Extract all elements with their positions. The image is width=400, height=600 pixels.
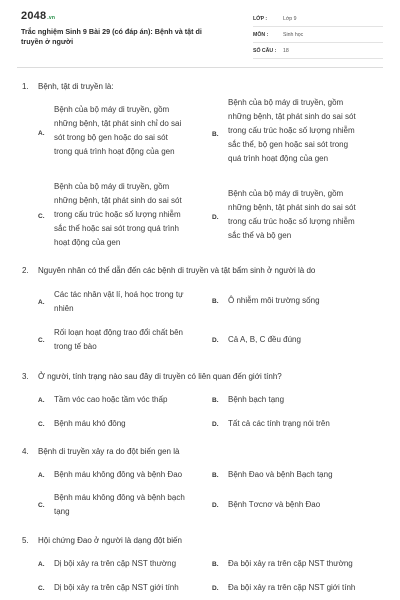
option-C[interactable] [38,326,213,354]
option-B[interactable] [212,294,392,308]
logo-suffix: .vn [47,15,56,21]
option-line: Ô nhiễm môi trường sống [228,296,320,305]
option-letter: D. [212,214,219,221]
header-divider [17,67,383,68]
option-line: Bệnh máu không đông và bệnh bạch [54,493,185,502]
option-D[interactable] [212,333,392,347]
option-line: những bệnh, tật phát sinh chỉ do sai [54,119,182,128]
option-text [54,103,181,159]
option-text [228,187,356,243]
option-text [54,180,182,250]
meta-value: Sinh học [283,32,304,38]
option-line: Rối loạn hoạt động trao đổi chất bên [54,328,183,337]
option-line: Cả A, B, C đều đúng [228,335,301,344]
option-A[interactable] [38,393,213,407]
option-A[interactable] [38,557,213,571]
option-letter: D. [212,585,219,592]
meta-key: SỐ CÂU : [253,48,277,54]
option-letter: A. [38,397,45,404]
question-title [22,266,315,275]
option-text: Bệnh Tơcnơ và bệnh Đao [228,500,321,509]
option-line: sắc thể và bộ gen [228,231,292,240]
option-letter: A. [38,130,45,137]
question-number: 4. [22,447,29,456]
question-title [22,536,182,545]
option-line: những bệnh, tật phát sinh do sai sót [228,203,356,212]
option-text [228,294,320,308]
meta-key: MÔN : [253,32,269,38]
meta-row-class [253,14,383,27]
option-text: Đa bội xảy ra trên cặp NST thường [228,559,353,568]
option-letter: B. [212,397,219,404]
option-line: tạng [54,507,70,516]
meta-info [253,14,383,62]
option-letter: B. [212,298,219,305]
option-A[interactable] [38,103,213,161]
meta-value: Lớp 9 [283,16,297,22]
option-text: Bệnh máu khó đông [54,419,126,428]
option-text: Tầm vóc cao hoặc tầm vóc thấp [54,395,168,404]
document-title [21,27,226,47]
question-title [22,82,114,91]
option-letter: C. [38,585,45,592]
meta-key: LỚP : [253,16,268,22]
option-line: trong quá trình hoạt động của gen [54,147,175,156]
option-text: Dị bội xảy ra trên cặp NST thường [54,559,177,568]
option-text [54,491,185,519]
option-line: những bệnh, tật phát sinh do sai sót [228,112,356,121]
option-D[interactable] [212,581,392,595]
document-title-line-2: truyền ở người [21,37,74,46]
meta-row-count [253,46,383,59]
option-line: hoạt động của gen [54,238,121,247]
option-B[interactable] [212,393,392,407]
option-letter: C. [38,337,45,344]
page-header [0,0,400,64]
option-line: trong cấu trúc hoặc số lượng nhiễm [228,217,355,226]
option-D[interactable] [212,498,392,512]
option-B[interactable] [212,468,392,482]
option-line: trong tế bào [54,342,97,351]
question-text: Bệnh di truyền xảy ra do đột biến gen là [38,447,180,456]
option-letter: B. [212,131,219,138]
option-letter: A. [38,472,45,479]
question-number: 5. [22,536,29,545]
option-text: Đa bội xảy ra trên cặp NST giới tính [228,583,356,592]
option-line: sót trong bộ gen hoặc do sai sót [54,133,168,142]
option-letter: A. [38,299,45,306]
option-C[interactable] [38,180,213,252]
option-letter: A. [38,561,45,568]
meta-value: 18 [283,48,289,54]
option-letter: D. [212,337,219,344]
option-line: Các tác nhân vật lí, hoá học trong tự [54,290,184,299]
option-A[interactable] [38,288,213,316]
option-line: quá trình hoạt động của gen [228,154,329,163]
option-text: Bệnh Đao và bệnh Bạch tạng [228,470,333,479]
option-text [228,96,356,166]
option-B[interactable] [212,96,392,168]
option-C[interactable] [38,417,213,431]
question-number: 2. [22,266,29,275]
question-text: Nguyên nhân có thể dẫn đến các bệnh di truyền và tật bẩm sinh ở người là do [38,266,316,275]
question-text: Hội chứng Đao ở người là dạng đột biến [38,536,182,545]
question-text: Ở người, tính trạng nào sau đây di truyền có liên quan đến giới tính? [38,372,282,381]
option-text: Dị bội xảy ra trên cặp NST giới tính [54,583,179,592]
option-line: sắc thể, bộ gen hoặc sai sót trong [228,140,349,149]
site-logo[interactable] [21,10,55,22]
option-line: Bệnh của bộ máy di truyền, gồm [54,182,170,191]
question-number: 1. [22,82,29,91]
option-C[interactable] [38,581,213,595]
option-A[interactable] [38,468,213,482]
option-line: những bệnh, tật phát sinh do sai sót [54,196,182,205]
option-B[interactable] [212,557,392,571]
option-text [54,326,183,354]
option-D[interactable] [212,417,392,431]
question-number: 3. [22,372,29,381]
option-D[interactable] [212,187,392,245]
option-letter: D. [212,421,219,428]
option-letter: C. [38,502,45,509]
question-title [22,447,179,456]
option-line: Bệnh của bộ máy di truyền, gồm [228,98,344,107]
option-text: Bệnh bạch tạng [228,395,285,404]
option-line: trong cấu trúc hoặc số lượng nhiễm [54,210,181,219]
logo-main: 2048 [21,10,47,22]
option-letter: D. [212,502,219,509]
option-line: trong cấu trúc hoặc số lượng nhiễm [228,126,355,135]
option-letter: B. [212,472,219,479]
document-title-line-1: Trắc nghiệm Sinh 9 Bài 29 (có đáp án): Bệnh và tật di [21,27,202,36]
option-letter: B. [212,561,219,568]
question-title [22,372,282,381]
option-line: nhiên [54,304,74,313]
option-text [54,288,183,316]
option-letter: C. [38,213,45,220]
option-letter: C. [38,421,45,428]
question-text: Bệnh, tật di truyền là: [38,82,114,91]
option-C[interactable] [38,491,213,519]
option-line: sắc thể hoặc sai sót trong quá trình [54,224,179,233]
option-text: Tất cả các tính trạng nói trên [228,419,330,428]
option-text [228,333,301,347]
option-text: Bệnh máu không đông và bệnh Đao [54,470,183,479]
option-line: Bệnh của bộ máy di truyền, gồm [228,189,344,198]
option-line: Bệnh của bộ máy di truyền, gồm [54,105,170,114]
meta-row-subject [253,30,383,43]
